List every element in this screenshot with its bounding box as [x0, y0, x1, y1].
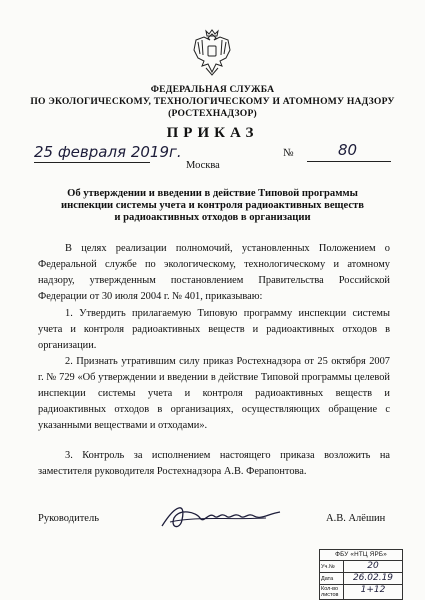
order-item-3: 3. Контроль за исполнением настоящего приказа возложить на заместителя руководителя Ростехнадзора А.В. Ферапонтова. [38, 450, 390, 477]
stamp-row-reg-number [320, 561, 402, 573]
coat-of-arms-emblem [190, 28, 234, 78]
date-underline [34, 161, 150, 163]
order-date: 25 февраля 2019г. [34, 143, 182, 161]
city: Москва [186, 160, 220, 171]
number-underline [307, 160, 391, 162]
signatory-name: А.В. Алёшин [326, 513, 386, 524]
agency-short-name: (РОСТЕХНАДЗОР) [168, 108, 257, 119]
order-item-2: 2. Признать утратившим силу приказ Ростехнадзора от 25 октября 2007 г. № 729 «Об утверждении и введении в действие Типовой программы целевой инспекции системы учета и контроля радиоактивных веществ и радиоактивных отходов в организациях, осуществляющих обращение с указанными веществами и отходами». [38, 356, 390, 431]
order-subject-line1: Об утверждении и введении в действие Типовой программы [67, 188, 358, 199]
order-subject-line3: и радиоактивных отходов в организации [114, 212, 311, 223]
stamp-value-reg-number: 20 [367, 561, 379, 571]
order-title: ПРИКАЗ [166, 125, 259, 141]
stamp-label-reg-number: Уч.№ [320, 561, 344, 572]
stamp-label-sheets: Кол-во листов [320, 585, 344, 599]
registration-stamp [319, 549, 403, 600]
stamp-value-date: 26.02.19 [352, 573, 394, 583]
order-subject-line2: инспекции системы учета и контроля радиоактивных веществ [61, 200, 364, 211]
stamp-row-sheets [320, 585, 402, 599]
stamp-header: ФБУ «НТЦ ЯРБ» [320, 550, 402, 561]
signatory-role: Руководитель [38, 513, 99, 524]
stamp-label-date: Дата [320, 573, 344, 584]
order-item-1: 1. Утвердить прилагаемую Типовую программу инспекции системы учета и контроля радиоактивных веществ и радиоактивных отходов в организации. [38, 308, 390, 351]
handwritten-signature [156, 498, 286, 536]
number-sign: № [283, 147, 294, 159]
preamble-paragraph: В целях реализации полномочий, установленных Положением о Федеральной службе по экологическому, технологическому и атомному надзору, утвержденным постановлением Правительства Российской Федерации от 30 июля 2004 г. № 401, приказываю: [38, 243, 390, 302]
agency-name-line2: ПО ЭКОЛОГИЧЕСКОМУ, ТЕХНОЛОГИЧЕСКОМУ И АТОМНОМУ НАДЗОРУ [30, 96, 395, 107]
stamp-value-sheets: 1+12 [360, 585, 386, 595]
agency-name-line1: ФЕДЕРАЛЬНАЯ СЛУЖБА [150, 84, 275, 95]
order-number: 80 [338, 141, 358, 159]
stamp-row-date [320, 573, 402, 585]
